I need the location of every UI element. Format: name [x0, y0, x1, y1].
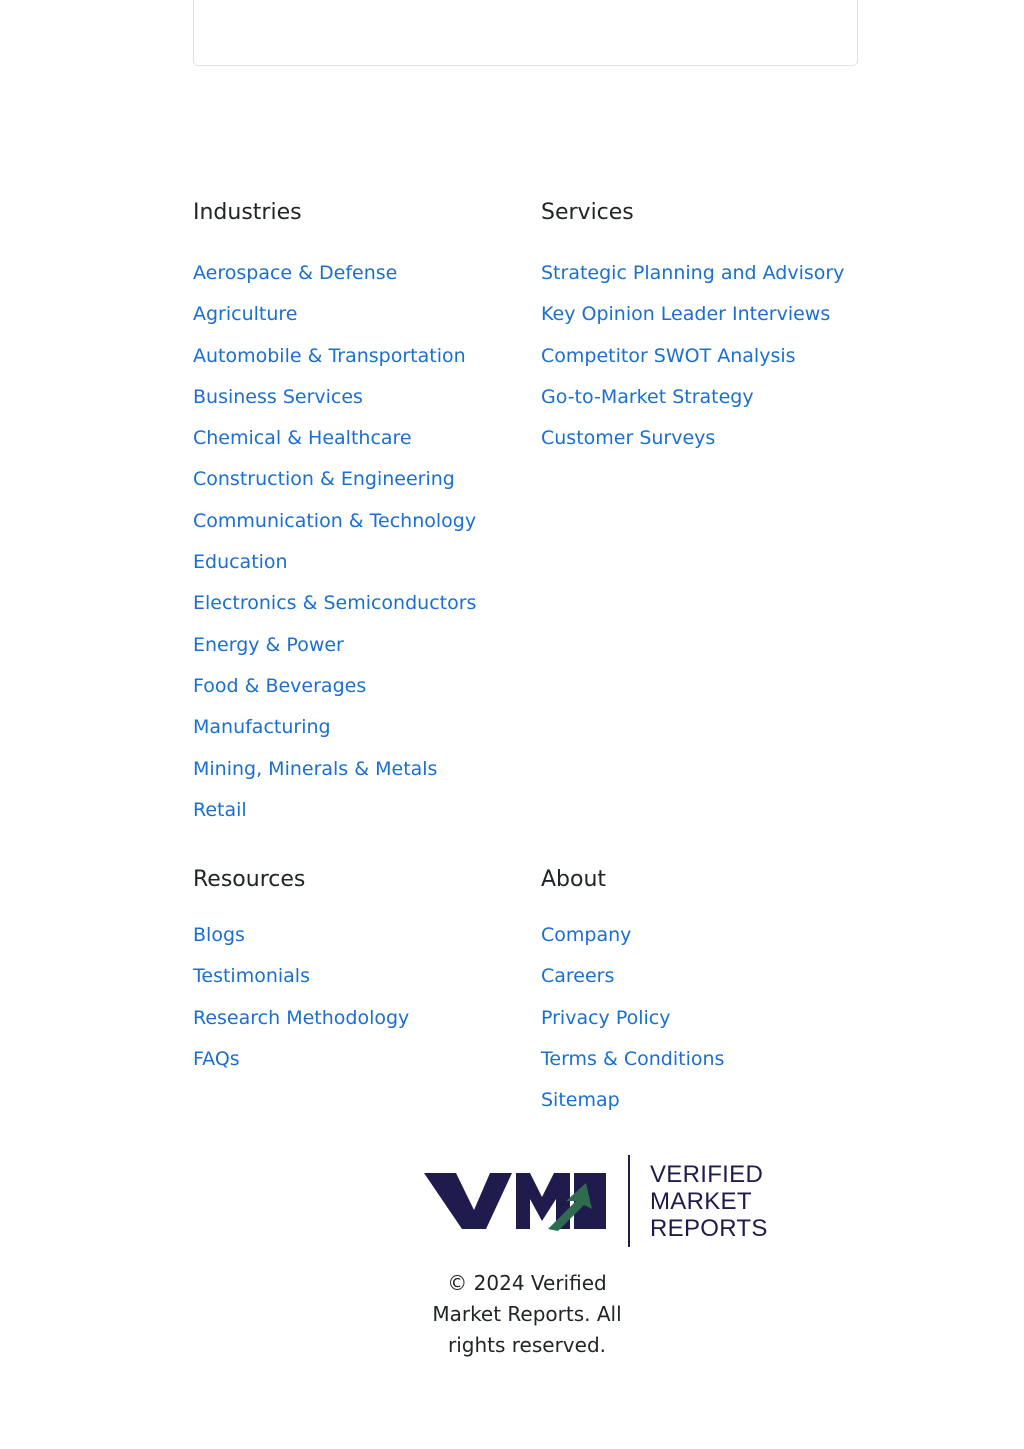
list-item — [193, 797, 523, 838]
service-link-go-to-market[interactable]: Go-to-Market Strategy — [541, 385, 754, 408]
list-item — [193, 508, 523, 549]
service-link-kol-interviews[interactable]: Key Opinion Leader Interviews — [541, 303, 831, 326]
list-item — [193, 466, 523, 507]
list-item — [541, 425, 871, 466]
list-item — [193, 756, 523, 797]
list-item — [193, 673, 523, 714]
industry-link-construction-engineering[interactable]: Construction & Engineering — [193, 468, 455, 491]
footer-column-services — [541, 199, 871, 466]
services-list — [541, 260, 871, 466]
industry-link-manufacturing[interactable]: Manufacturing — [193, 716, 331, 739]
resource-link-research-methodology[interactable]: Research Methodology — [193, 1006, 410, 1029]
logo-line-3: REPORTS — [650, 1215, 768, 1242]
list-item — [541, 260, 871, 301]
resource-link-testimonials[interactable]: Testimonials — [193, 965, 310, 988]
footer-column-resources — [193, 866, 523, 1087]
about-link-privacy-policy[interactable]: Privacy Policy — [541, 1006, 671, 1029]
copyright-text: © 2024 Verified Market Reports. All rights reserved. — [432, 1271, 622, 1357]
list-item — [193, 301, 523, 342]
industry-link-business-services[interactable]: Business Services — [193, 385, 363, 408]
industries-heading: Industries — [193, 200, 302, 225]
about-heading: About — [541, 867, 607, 892]
list-item — [541, 963, 871, 1004]
services-heading: Services — [541, 200, 634, 225]
list-item — [193, 632, 523, 673]
about-link-careers[interactable]: Careers — [541, 965, 615, 988]
industries-list — [193, 260, 523, 838]
list-item — [193, 260, 523, 301]
list-item — [541, 384, 871, 425]
about-link-company[interactable]: Company — [541, 924, 632, 946]
list-item — [193, 343, 523, 384]
service-link-strategic-planning[interactable]: Strategic Planning and Advisory — [541, 262, 845, 284]
list-item — [541, 1046, 871, 1087]
list-item — [541, 922, 871, 963]
list-item — [193, 425, 523, 466]
logo-line-2: MARKET — [650, 1188, 752, 1215]
resources-heading: Resources — [193, 867, 306, 892]
industry-link-food-beverages[interactable]: Food & Beverages — [193, 674, 367, 697]
about-list — [541, 922, 871, 1128]
service-link-customer-surveys[interactable]: Customer Surveys — [541, 427, 716, 450]
industry-link-retail[interactable]: Retail — [193, 798, 247, 821]
footer-column-industries — [193, 199, 523, 838]
list-item — [193, 714, 523, 755]
list-item — [541, 301, 871, 342]
industry-link-education[interactable]: Education — [193, 551, 288, 574]
list-item — [193, 590, 523, 631]
resource-link-blogs[interactable]: Blogs — [193, 924, 245, 946]
list-item — [193, 1005, 523, 1046]
list-item — [193, 549, 523, 590]
list-item — [541, 343, 871, 384]
footer-column-about — [541, 866, 871, 1128]
list-item — [193, 922, 523, 963]
industry-link-electronics-semiconductors[interactable]: Electronics & Semiconductors — [193, 592, 477, 615]
about-link-sitemap[interactable]: Sitemap — [541, 1089, 620, 1112]
logo-line-1: VERIFIED — [650, 1161, 764, 1188]
list-item — [541, 1005, 871, 1046]
industry-link-chemical-healthcare[interactable]: Chemical & Healthcare — [193, 427, 412, 450]
list-item — [193, 1046, 523, 1087]
industry-link-communication-technology[interactable]: Communication & Technology — [193, 509, 477, 532]
list-item — [541, 1087, 871, 1128]
industry-link-energy-power[interactable]: Energy & Power — [193, 633, 344, 656]
logo-wordmark — [650, 1161, 768, 1242]
resources-list — [193, 922, 523, 1087]
service-link-swot-analysis[interactable]: Competitor SWOT Analysis — [541, 344, 796, 367]
industry-link-aerospace-defense[interactable]: Aerospace & Defense — [193, 262, 398, 284]
list-item — [193, 384, 523, 425]
industry-link-automobile-transportation[interactable]: Automobile & Transportation — [193, 344, 466, 367]
about-link-terms-conditions[interactable]: Terms & Conditions — [541, 1047, 725, 1070]
resource-link-faqs[interactable]: FAQs — [193, 1047, 240, 1070]
industry-link-mining-minerals-metals[interactable]: Mining, Minerals & Metals — [193, 757, 438, 780]
list-item — [193, 963, 523, 1004]
top-card-bottom-edge — [193, 0, 858, 66]
footer-logo[interactable] — [424, 1155, 768, 1249]
industry-link-agriculture[interactable]: Agriculture — [193, 303, 298, 326]
vmr-logo-icon — [424, 1155, 608, 1247]
logo-divider — [628, 1155, 630, 1247]
